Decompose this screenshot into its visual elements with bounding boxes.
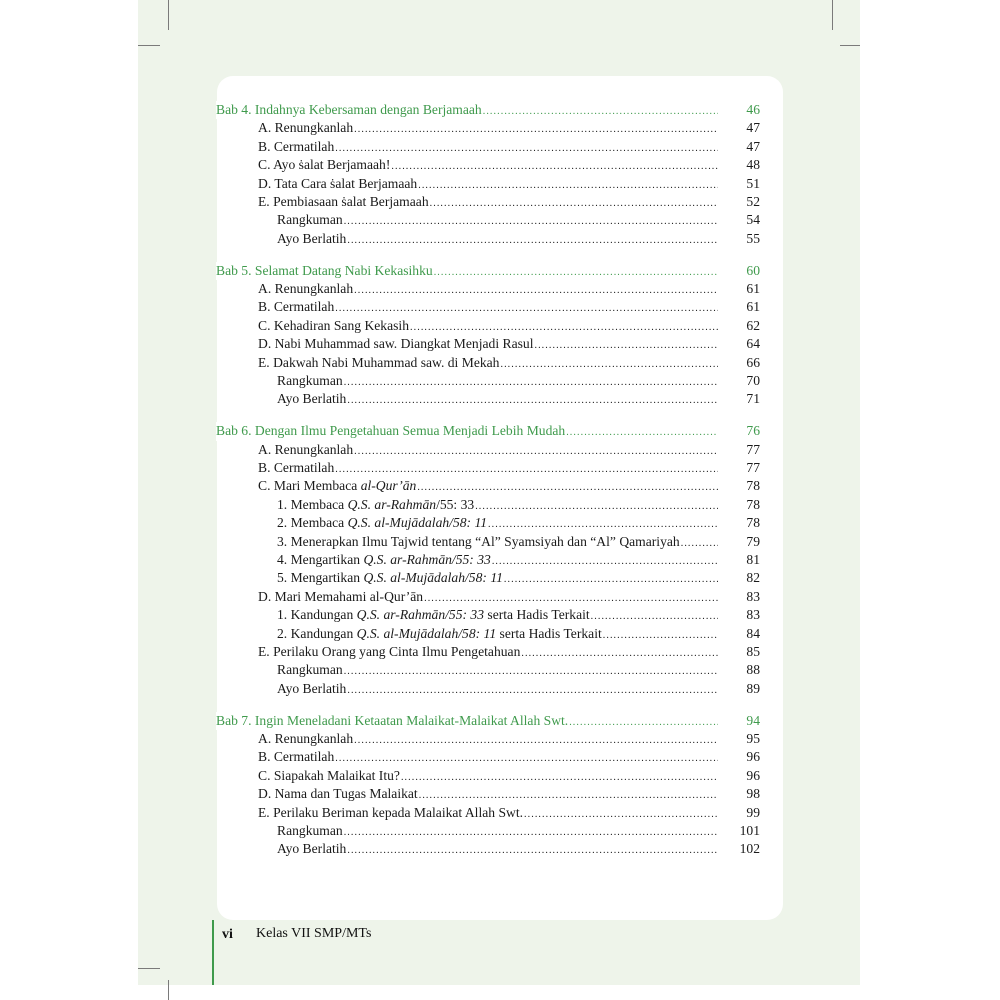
title-segment: 4. Mengartikan bbox=[277, 551, 364, 567]
toc-entry bbox=[216, 661, 760, 679]
toc-page-number: 46 bbox=[746, 102, 760, 117]
toc-page-number: 88 bbox=[746, 662, 760, 678]
toc-entry-title bbox=[258, 441, 354, 459]
toc-entry-title bbox=[277, 211, 344, 229]
crop-mark bbox=[168, 980, 169, 1000]
title-segment: B. Cermatilah bbox=[258, 299, 335, 315]
toc-entry bbox=[216, 514, 760, 532]
dot-leader bbox=[347, 232, 718, 250]
toc-entry-title bbox=[258, 785, 419, 803]
toc-entry bbox=[216, 230, 760, 248]
toc-page-number: 77 bbox=[746, 441, 760, 457]
toc-page-number: 76 bbox=[746, 423, 760, 439]
title-segment: E. Perilaku Orang yang Cinta Ilmu Pengetahuan bbox=[258, 643, 521, 659]
title-segment: Ayo Berlatih bbox=[277, 841, 347, 857]
toc-entry-title bbox=[258, 748, 335, 766]
title-segment: 2. Kandungan bbox=[277, 625, 357, 641]
toc-entry-title bbox=[216, 101, 483, 119]
toc-chapter bbox=[216, 712, 760, 730]
toc-entry-title bbox=[258, 459, 335, 477]
toc-entry bbox=[216, 335, 760, 353]
toc-page-number: 83 bbox=[746, 588, 760, 604]
toc-entry bbox=[216, 175, 760, 193]
toc-entry bbox=[216, 390, 760, 408]
toc-page-number: 96 bbox=[746, 767, 760, 783]
toc-page-number: 66 bbox=[746, 354, 760, 370]
toc-page-number: 47 bbox=[746, 138, 760, 154]
title-segment: E. Dakwah Nabi Muhammad saw. di Mekah bbox=[258, 354, 500, 370]
toc-page-number: 94 bbox=[746, 712, 760, 728]
title-segment: 5. Mengartikan bbox=[277, 570, 364, 586]
title-segment: Ayo Berlatih bbox=[277, 230, 347, 246]
toc-entry bbox=[216, 441, 760, 459]
toc-page-number: 89 bbox=[746, 680, 760, 696]
title-segment: Q.S. al-Mujādalah/58: 11 bbox=[347, 515, 488, 531]
toc-entry bbox=[216, 354, 760, 372]
dot-leader bbox=[347, 392, 718, 410]
title-segment: B. Cermatilah bbox=[258, 460, 335, 476]
toc-entry-title bbox=[277, 625, 603, 643]
toc-page-number: 78 bbox=[746, 496, 760, 512]
toc-page-number: 77 bbox=[746, 460, 760, 476]
title-segment: C. Ayo ṡalat Berjamaah! bbox=[258, 157, 391, 173]
toc-entry bbox=[216, 767, 760, 785]
toc-chapter bbox=[216, 101, 760, 119]
toc-entry bbox=[216, 298, 760, 316]
toc-entry-title bbox=[258, 280, 354, 298]
toc-page-number: 62 bbox=[746, 317, 760, 333]
page-number: vi bbox=[222, 927, 233, 942]
toc-entry-title bbox=[216, 262, 434, 280]
toc-page-number: 84 bbox=[746, 625, 760, 641]
title-segment: Q.S. ar-Rahmān bbox=[347, 496, 437, 512]
toc-entry-title bbox=[258, 138, 335, 156]
toc-entry-title bbox=[277, 606, 591, 624]
title-segment: A. Renungkanlah bbox=[258, 281, 354, 297]
toc-entry-title bbox=[258, 643, 521, 661]
title-segment: B. Cermatilah bbox=[258, 138, 335, 154]
title-segment: Bab 7. Ingin Meneladani Ketaatan Malaikat-Malaikat Allah Swt. bbox=[216, 712, 569, 728]
dot-leader bbox=[347, 682, 718, 700]
toc-entry-title bbox=[277, 822, 344, 840]
toc-entry bbox=[216, 785, 760, 803]
toc-entry-title bbox=[277, 390, 347, 408]
title-segment: Rangkuman bbox=[277, 662, 343, 678]
toc-entry-title bbox=[258, 317, 410, 335]
toc-entry-title bbox=[216, 422, 566, 440]
title-segment: Q.S. al-Mujādalah/58: 11 bbox=[356, 625, 497, 641]
toc-page-number: 48 bbox=[746, 157, 760, 173]
toc-entry-title bbox=[277, 680, 347, 698]
toc-page-number: 78 bbox=[746, 478, 760, 494]
title-segment: Q.S. al-Mujādalah/58: 11 bbox=[363, 570, 503, 586]
toc-entry bbox=[216, 606, 760, 624]
title-segment: E. Perilaku Beriman kepada Malaikat Allah Swt. bbox=[258, 804, 524, 820]
table-of-contents bbox=[216, 101, 760, 859]
title-segment: D. Mari Memahami al-Qur’ān bbox=[258, 588, 424, 604]
toc-page-number: 54 bbox=[746, 212, 760, 228]
toc-entry-title bbox=[277, 840, 347, 858]
toc-entry bbox=[216, 643, 760, 661]
toc-entry-title bbox=[277, 661, 344, 679]
toc-page-number: 99 bbox=[746, 804, 760, 820]
title-segment: serta Hadis Terkait bbox=[496, 625, 602, 641]
toc-page-number: 81 bbox=[746, 551, 760, 567]
toc-page-number: 47 bbox=[746, 120, 760, 136]
toc-entry-title bbox=[277, 372, 344, 390]
toc-page-number: 70 bbox=[746, 372, 760, 388]
toc-page-number: 95 bbox=[746, 731, 760, 746]
title-segment: A. Renungkanlah bbox=[258, 120, 354, 136]
title-segment: Rangkuman bbox=[277, 212, 343, 228]
toc-entry bbox=[216, 496, 760, 514]
toc-page-number: 98 bbox=[746, 786, 760, 802]
toc-entry bbox=[216, 317, 760, 335]
toc-page-number: 55 bbox=[746, 230, 760, 246]
toc-entry-title bbox=[258, 193, 430, 211]
title-segment: C. Mari Membaca bbox=[258, 478, 361, 494]
title-segment: 3. Menerapkan Ilmu Tajwid tentang “Al” Syamsiyah dan “Al” Qamariyah bbox=[277, 533, 680, 549]
title-segment: Rangkuman bbox=[277, 372, 343, 388]
toc-entry bbox=[216, 588, 760, 606]
toc-entry-title bbox=[258, 767, 401, 785]
toc-page-number: 78 bbox=[746, 515, 760, 531]
title-segment: D. Tata Cara ṡalat Berjamaah bbox=[258, 175, 418, 191]
crop-mark bbox=[832, 0, 833, 30]
title-segment: D. Nabi Muhammad saw. Diangkat Menjadi Rasul bbox=[258, 336, 534, 352]
toc-entry bbox=[216, 193, 760, 211]
toc-page-number: 85 bbox=[746, 643, 760, 659]
title-segment: D. Nama dan Tugas Malaikat bbox=[258, 786, 418, 802]
title-segment: C. Kehadiran Sang Kekasih bbox=[258, 317, 410, 333]
toc-page-number: 79 bbox=[746, 533, 760, 549]
toc-entry-title bbox=[258, 298, 335, 316]
title-segment: Bab 6. Dengan Ilmu Pengetahuan Semua Menjadi Lebih Mudah bbox=[216, 423, 566, 439]
title-segment: Rangkuman bbox=[277, 822, 343, 838]
toc-entry bbox=[216, 569, 760, 587]
crop-mark bbox=[138, 45, 160, 46]
toc-entry-title bbox=[258, 119, 354, 137]
toc-entry bbox=[216, 840, 760, 858]
toc-entry-title bbox=[258, 804, 524, 822]
title-segment: 1. Kandungan bbox=[277, 607, 357, 623]
toc-page-number: 61 bbox=[746, 281, 760, 297]
toc-entry-title bbox=[277, 230, 347, 248]
toc-page-number: 82 bbox=[746, 570, 760, 586]
toc-page-number: 51 bbox=[746, 175, 760, 191]
title-segment: E. Pembiasaan ṡalat Berjamaah bbox=[258, 193, 429, 209]
toc-entry bbox=[216, 748, 760, 766]
toc-entry-title bbox=[277, 569, 504, 587]
toc-entry-title bbox=[258, 335, 534, 353]
toc-page-number: 52 bbox=[746, 193, 760, 209]
title-segment: Ayo Berlatih bbox=[277, 391, 347, 407]
toc-page-number: 102 bbox=[739, 841, 760, 857]
toc-entry-title bbox=[277, 533, 681, 551]
title-segment: A. Renungkanlah bbox=[258, 731, 354, 746]
toc-entry bbox=[216, 730, 760, 748]
title-segment: Bab 4. Indahnya Kebersaman dengan Berjamaah bbox=[216, 102, 482, 117]
toc-entry-title bbox=[277, 496, 475, 514]
title-segment: C. Siapakah Malaikat Itu? bbox=[258, 767, 400, 783]
toc-entry bbox=[216, 119, 760, 137]
title-segment: /55: 33 bbox=[436, 496, 475, 512]
toc-entry bbox=[216, 804, 760, 822]
toc-entry bbox=[216, 625, 760, 643]
title-segment: 1. Membaca bbox=[277, 496, 348, 512]
toc-entry-title bbox=[277, 514, 488, 532]
book-title: Kelas VII SMP/MTs bbox=[256, 926, 372, 941]
toc-entry bbox=[216, 459, 760, 477]
title-segment: serta Hadis Terkait bbox=[484, 607, 590, 623]
toc-entry-title bbox=[258, 175, 418, 193]
crop-mark bbox=[138, 968, 160, 969]
title-segment: A. Renungkanlah bbox=[258, 441, 354, 457]
toc-page-number: 96 bbox=[746, 749, 760, 765]
title-segment: al-Qur’ān bbox=[360, 478, 417, 494]
toc-entry bbox=[216, 156, 760, 174]
toc-entry bbox=[216, 533, 760, 551]
toc-entry bbox=[216, 372, 760, 390]
toc-entry-title bbox=[258, 354, 500, 372]
toc-entry bbox=[216, 211, 760, 229]
title-segment: B. Cermatilah bbox=[258, 749, 335, 765]
crop-mark bbox=[840, 45, 860, 46]
title-segment: 2. Membaca bbox=[277, 515, 348, 531]
toc-entry bbox=[216, 138, 760, 156]
title-segment: Ayo Berlatih bbox=[277, 680, 347, 696]
toc-entry-title bbox=[258, 588, 424, 606]
title-segment: Q.S. ar-Rahmān/55: 33 bbox=[363, 551, 491, 567]
toc-page-number: 61 bbox=[746, 299, 760, 315]
toc-chapter bbox=[216, 422, 760, 440]
toc-entry-title bbox=[258, 730, 354, 748]
toc-entry-title bbox=[216, 712, 569, 730]
footer-rule bbox=[212, 920, 214, 985]
toc-entry bbox=[216, 822, 760, 840]
toc-entry-title bbox=[258, 477, 417, 495]
toc-entry bbox=[216, 477, 760, 495]
title-segment: Bab 5. Selamat Datang Nabi Kekasihku bbox=[216, 262, 433, 278]
toc-chapter bbox=[216, 262, 760, 280]
toc-page-number: 60 bbox=[746, 262, 760, 278]
toc-page-number: 71 bbox=[746, 391, 760, 407]
dot-leader bbox=[347, 842, 718, 860]
toc-page-number: 101 bbox=[739, 822, 760, 838]
toc-entry bbox=[216, 280, 760, 298]
toc-entry-title bbox=[277, 551, 492, 569]
toc-entry-title bbox=[258, 156, 391, 174]
toc-page-number: 64 bbox=[746, 336, 760, 352]
toc-page-number: 83 bbox=[746, 607, 760, 623]
toc-entry bbox=[216, 680, 760, 698]
crop-mark bbox=[168, 0, 169, 30]
title-segment: Q.S. ar-Rahmān/55: 33 bbox=[356, 607, 485, 623]
toc-entry bbox=[216, 551, 760, 569]
